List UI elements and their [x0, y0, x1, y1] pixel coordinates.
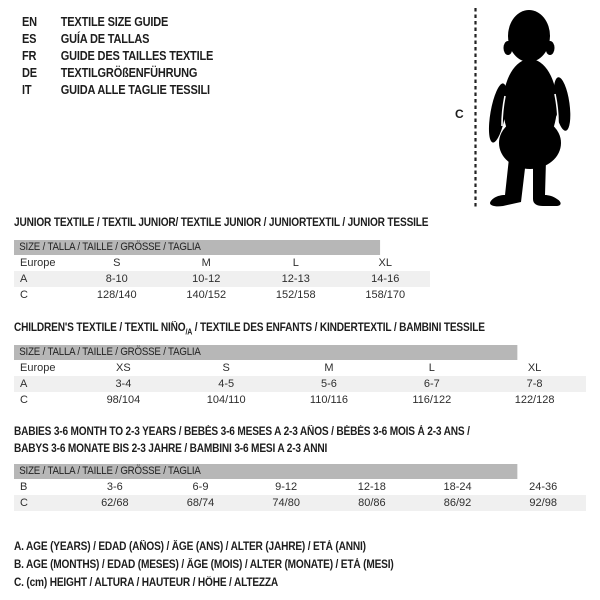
footnote-c-height: C. (cm) HEIGHT / ALTURA / HAUTEUR / HÖHE / ALTEZZA: [14, 577, 279, 589]
children-size-table: [14, 345, 586, 408]
measure-label-c: C: [455, 107, 464, 121]
size-cell: L: [292, 257, 299, 269]
age-cell: 4-5: [218, 378, 235, 390]
size-cell: XL: [527, 362, 542, 374]
size-cell: M: [201, 257, 211, 269]
age-cell: 12-13: [281, 273, 310, 285]
age-cell: 24-36: [529, 481, 558, 493]
footnote-b-age-months: B. AGE (MONTHS) / EDAD (MESES) / ÂGE (MOIS) / ALTER (MONATE) / ETÀ (MESI): [14, 559, 394, 571]
junior-section-title: JUNIOR TEXTILE / TEXTIL JUNIOR/ TEXTILE JUNIOR / JUNIORTEXTIL / JUNIOR TESSILE: [14, 217, 429, 229]
age-cell: 8-10: [105, 273, 128, 285]
age-cell: 7-8: [526, 378, 543, 390]
table-row-age-months: [14, 479, 586, 495]
size-cell: XL: [378, 257, 392, 269]
height-cell: 62/68: [101, 497, 129, 509]
height-cell: 152/158: [275, 289, 316, 301]
size-cell: M: [324, 362, 334, 374]
babies-title-line1: BABIES 3-6 MONTH TO 2-3 YEARS / BEBÉS 3-6 MESES A 2-3 AÑOS / BÉBÉS 3-6 MOIS À 2-3 ANS /: [14, 426, 470, 438]
size-cell: S: [222, 362, 230, 374]
height-cell: 86/92: [443, 497, 472, 509]
row-label: A: [20, 378, 28, 390]
height-cell: 98/104: [106, 394, 141, 406]
babies-title-line2: BABYS 3-6 MONATE BIS 2-3 JAHRE / BAMBINI 3-6 MESI A 2-3 ANNI: [14, 443, 328, 455]
table-row-height: [14, 287, 430, 303]
children-title-part2: / TEXTILE DES ENFANTS / KINDERTEXTIL / BAMBINI TESSILE: [192, 322, 485, 334]
babies-size-table: [14, 464, 586, 511]
language-legend: [22, 13, 213, 98]
height-cell: 158/170: [365, 289, 406, 301]
age-cell: 5-6: [321, 378, 337, 390]
table-row-europe: [14, 360, 586, 376]
size-cell: L: [428, 362, 435, 374]
language-code: FR: [22, 48, 37, 63]
size-table-header: SIZE / TALLA / TAILLE / GRÖSSE / TAGLIA: [14, 240, 380, 255]
language-row-it: [22, 81, 213, 98]
language-row-fr: [22, 47, 213, 64]
table-row-europe: [14, 255, 430, 271]
babies-section-title: [14, 424, 532, 458]
height-cell: 74/80: [272, 497, 300, 509]
height-cell: 116/122: [412, 394, 452, 406]
height-cell: 80/86: [358, 497, 386, 509]
junior-size-table: [14, 240, 430, 303]
size-table-header: SIZE / TALLA / TAILLE / GRÖSSE / TAGLIA: [14, 345, 517, 360]
height-cell: 140/152: [186, 289, 227, 301]
guide-title-en: TEXTILE SIZE GUIDE: [60, 14, 169, 29]
age-cell: 18-24: [443, 481, 472, 493]
row-label: C: [20, 497, 28, 509]
height-cell: 104/110: [206, 394, 246, 406]
size-cell: XS: [116, 362, 131, 374]
guide-title-it: GUIDA ALLE TAGLIE TESSILI: [60, 82, 210, 97]
language-code: ES: [22, 31, 37, 46]
language-code: IT: [22, 82, 32, 97]
row-label: Europe: [20, 257, 56, 269]
table-row-height: [14, 392, 586, 408]
age-cell: 6-7: [423, 378, 440, 390]
footnote-a-age-years: A. AGE (YEARS) / EDAD (AÑOS) / ÂGE (ANS) / ALTER (JAHRE) / ETÀ (ANNI): [14, 541, 366, 553]
size-cell: S: [113, 257, 121, 269]
language-row-en: [22, 13, 213, 30]
guide-title-es: GUÍA DE TALLAS: [60, 31, 150, 46]
table-row-age: [14, 271, 430, 287]
language-row-de: [22, 64, 213, 81]
guide-title-de: TEXTILGRÖßENFÜHRUNG: [60, 65, 198, 80]
height-cell: 68/74: [186, 497, 215, 509]
table-row-age: [14, 376, 586, 392]
language-row-es: [22, 30, 213, 47]
footnote-legend: [14, 538, 445, 592]
language-code: EN: [22, 14, 37, 29]
age-cell: 3-6: [106, 481, 123, 493]
size-table-header: SIZE / TALLA / TAILLE / GRÖSSE / TAGLIA: [14, 464, 517, 479]
age-cell: 12-18: [357, 481, 386, 493]
row-label: C: [20, 289, 28, 301]
row-label: Europe: [20, 362, 56, 374]
age-cell: 6-9: [192, 481, 209, 493]
age-cell: 14-16: [371, 273, 400, 285]
height-cell: 92/98: [529, 497, 557, 509]
age-cell: 9-12: [275, 481, 298, 493]
row-label: C: [20, 394, 28, 406]
guide-title-fr: GUIDE DES TAILLES TEXTILE: [60, 48, 214, 63]
height-cell: 128/140: [96, 289, 137, 301]
children-title-part1: CHILDREN'S TEXTILE / TEXTIL NIÑO: [14, 322, 186, 334]
language-code: DE: [22, 65, 37, 80]
height-cell: 110/116: [309, 394, 349, 406]
row-label: B: [20, 481, 28, 493]
height-cell: 122/128: [514, 394, 555, 406]
children-title-subscript: /A: [185, 327, 193, 337]
toddler-silhouette-icon: [483, 10, 575, 207]
row-label: A: [20, 273, 28, 285]
children-section-title: [14, 320, 485, 340]
age-cell: 3-4: [115, 378, 132, 390]
table-row-height: [14, 495, 586, 511]
age-cell: 10-12: [192, 273, 221, 285]
height-measure-dashed-line-icon: [474, 8, 477, 207]
